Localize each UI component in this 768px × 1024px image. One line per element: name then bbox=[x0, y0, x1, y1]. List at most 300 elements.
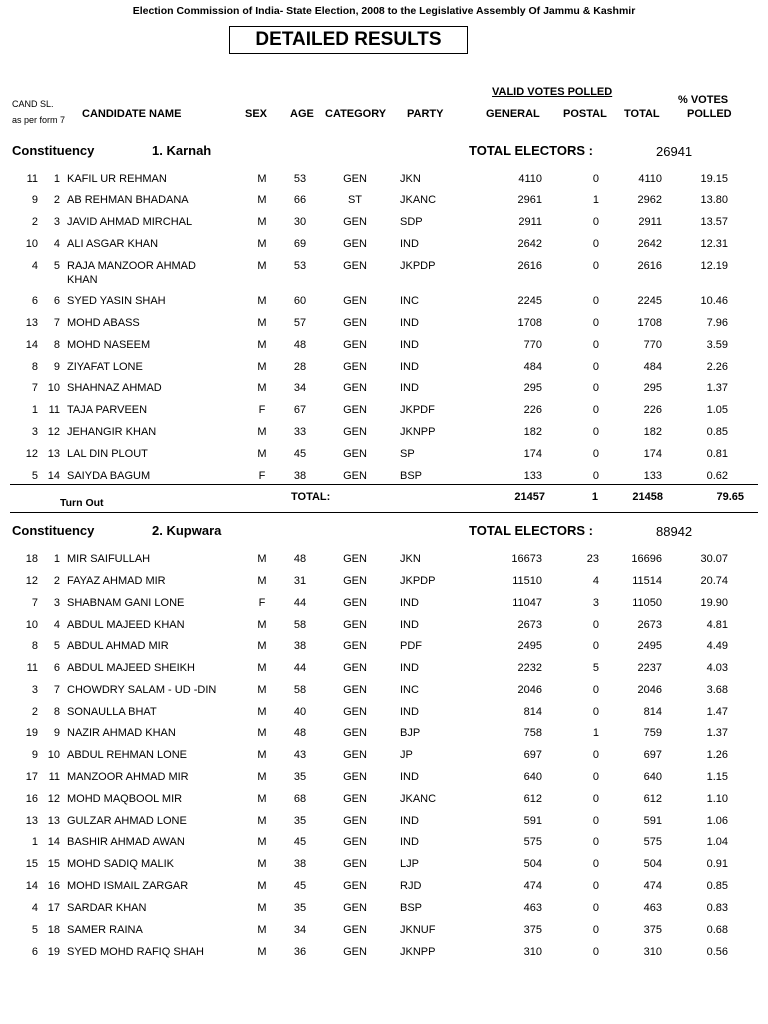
cell-no: 19 bbox=[47, 946, 60, 958]
cell-total: 174 bbox=[643, 448, 662, 460]
cell-age: 44 bbox=[293, 597, 307, 609]
cell-postal: 0 bbox=[592, 448, 599, 460]
cell-age: 68 bbox=[293, 793, 307, 805]
col-form: as per form 7 bbox=[12, 115, 66, 125]
cell-sex: M bbox=[257, 194, 267, 206]
table-row bbox=[0, 260, 768, 286]
cell-party: IND bbox=[400, 597, 419, 609]
cell-total: 2911 bbox=[638, 216, 662, 228]
cell-name: SAIYDA BAGUM bbox=[67, 470, 151, 482]
cell-age: 30 bbox=[293, 216, 307, 228]
cell-category: GEN bbox=[343, 448, 367, 460]
col-sex: SEX bbox=[245, 108, 268, 120]
cell-no: 4 bbox=[53, 238, 60, 250]
cell-total: 2962 bbox=[637, 194, 662, 206]
cell-age: 36 bbox=[293, 946, 307, 958]
cell-category: GEN bbox=[343, 727, 367, 739]
cell-general: 133 bbox=[523, 470, 542, 482]
cell-pct: 0.62 bbox=[706, 470, 728, 482]
cell-party: JP bbox=[400, 749, 413, 761]
cell-sex: M bbox=[257, 426, 267, 438]
cell-sl: 2 bbox=[31, 706, 38, 718]
cell-no: 9 bbox=[53, 727, 60, 739]
cell-category: GEN bbox=[343, 295, 367, 307]
cell-general: 2046 bbox=[517, 684, 542, 696]
cell-pct: 3.59 bbox=[706, 339, 728, 351]
table-row bbox=[0, 640, 768, 656]
cell-sex: M bbox=[257, 339, 267, 351]
cell-postal: 1 bbox=[592, 194, 599, 206]
table-row bbox=[0, 317, 768, 333]
cell-pct: 4.49 bbox=[706, 640, 728, 652]
cell-total: 484 bbox=[643, 361, 662, 373]
cell-name: GULZAR AHMAD LONE bbox=[67, 815, 187, 827]
cell-name: SHABNAM GANI LONE bbox=[67, 597, 185, 609]
cell-sex: M bbox=[257, 260, 267, 272]
cell-total: 640 bbox=[643, 771, 662, 783]
table-row bbox=[0, 924, 768, 940]
table-row bbox=[0, 793, 768, 809]
cell-pct: 13.80 bbox=[700, 194, 728, 206]
cell-name: MOHD ISMAIL ZARGAR bbox=[67, 880, 189, 892]
cell-sl: 15 bbox=[25, 858, 38, 870]
cell-general: 2495 bbox=[517, 640, 542, 652]
cell-party: IND bbox=[400, 836, 419, 848]
cell-pct: 0.85 bbox=[706, 880, 728, 892]
cell-postal: 0 bbox=[592, 382, 599, 394]
constituency-name: 2. Kupwara bbox=[152, 523, 222, 538]
table-row bbox=[0, 771, 768, 787]
cell-general: 2245 bbox=[517, 295, 542, 307]
cell-sex: M bbox=[257, 793, 267, 805]
cell-general: 814 bbox=[523, 706, 542, 718]
cell-age: 45 bbox=[293, 880, 307, 892]
cell-sex: M bbox=[257, 684, 267, 696]
cell-general: 375 bbox=[523, 924, 542, 936]
cell-postal: 0 bbox=[592, 749, 599, 761]
cell-pct: 0.83 bbox=[706, 902, 728, 914]
cell-postal: 5 bbox=[592, 662, 599, 674]
cell-no: 4 bbox=[53, 619, 60, 631]
table-row bbox=[0, 238, 768, 254]
col-category: CATEGORY bbox=[325, 108, 387, 120]
cell-age: 44 bbox=[293, 662, 307, 674]
col-pct-polled: POLLED bbox=[687, 108, 732, 120]
cell-name: CHOWDRY SALAM - UD -DIN bbox=[67, 684, 217, 696]
cell-no: 11 bbox=[48, 404, 60, 416]
cell-sex: M bbox=[257, 173, 267, 185]
cell-postal: 0 bbox=[592, 361, 599, 373]
cell-total: 375 bbox=[643, 924, 662, 936]
cell-party: INC bbox=[400, 684, 419, 696]
cell-category: GEN bbox=[343, 924, 367, 936]
cell-no: 8 bbox=[53, 339, 60, 351]
cell-age: 34 bbox=[293, 924, 307, 936]
cell-category: GEN bbox=[343, 662, 367, 674]
cell-party: JKNPP bbox=[400, 946, 436, 958]
col-cand-sl: CAND SL. bbox=[12, 99, 54, 109]
cell-name: RAJA MANZOOR AHMAD bbox=[67, 260, 196, 272]
cell-category: GEN bbox=[343, 836, 367, 848]
cell-pct: 2.26 bbox=[706, 361, 728, 373]
cell-no: 2 bbox=[53, 194, 60, 206]
cell-sl: 19 bbox=[25, 727, 38, 739]
cell-sl: 6 bbox=[31, 946, 38, 958]
cell-general: 11047 bbox=[512, 597, 542, 609]
cell-category: GEN bbox=[343, 597, 367, 609]
table-row bbox=[0, 749, 768, 765]
cell-sl: 7 bbox=[31, 382, 38, 394]
cell-postal: 3 bbox=[592, 597, 599, 609]
table-row bbox=[0, 575, 768, 591]
cell-name: MOHD MAQBOOL MIR bbox=[67, 793, 183, 805]
table-row bbox=[0, 553, 768, 569]
table-row bbox=[0, 902, 768, 918]
cell-sl: 8 bbox=[31, 361, 38, 373]
cell-age: 67 bbox=[293, 404, 307, 416]
cell-postal: 0 bbox=[592, 426, 599, 438]
cell-age: 53 bbox=[293, 173, 307, 185]
cell-sex: M bbox=[257, 924, 267, 936]
cell-name: ABDUL REHMAN LONE bbox=[67, 749, 188, 761]
col-general: GENERAL bbox=[486, 108, 540, 120]
cell-postal: 0 bbox=[592, 858, 599, 870]
cell-general: 640 bbox=[523, 771, 542, 783]
cell-general: 16673 bbox=[511, 553, 542, 565]
cell-name: ABDUL AHMAD MIR bbox=[67, 640, 169, 652]
cell-party: IND bbox=[400, 771, 419, 783]
cell-no: 12 bbox=[47, 793, 60, 805]
table-row bbox=[0, 361, 768, 377]
cell-pct: 1.05 bbox=[706, 404, 728, 416]
cell-sl: 14 bbox=[25, 880, 38, 892]
cell-pct: 19.90 bbox=[700, 597, 728, 609]
totals-general: 21457 bbox=[514, 491, 545, 503]
cell-sex: F bbox=[258, 470, 266, 482]
cell-total: 814 bbox=[643, 706, 662, 718]
cell-pct: 1.04 bbox=[706, 836, 728, 848]
constituency-name: 1. Karnah bbox=[152, 143, 212, 158]
cell-age: 45 bbox=[293, 448, 307, 460]
cell-category: GEN bbox=[343, 619, 367, 631]
cell-pct: 0.91 bbox=[706, 858, 728, 870]
cell-age: 48 bbox=[293, 553, 307, 565]
cell-sex: M bbox=[257, 361, 267, 373]
cell-general: 474 bbox=[523, 880, 542, 892]
totals-total: 21458 bbox=[632, 491, 663, 503]
cell-postal: 0 bbox=[592, 404, 599, 416]
cell-total: 2495 bbox=[637, 640, 662, 652]
cell-postal: 0 bbox=[592, 880, 599, 892]
cell-postal: 0 bbox=[592, 295, 599, 307]
cell-no: 14 bbox=[47, 836, 60, 848]
cell-total: 770 bbox=[643, 339, 662, 351]
col-valid-votes: VALID VOTES POLLED bbox=[492, 86, 613, 98]
cell-age: 48 bbox=[293, 339, 307, 351]
cell-pct: 4.81 bbox=[706, 619, 728, 631]
cell-age: 58 bbox=[293, 619, 307, 631]
cell-pct: 12.31 bbox=[700, 238, 728, 250]
cell-pct: 13.57 bbox=[700, 216, 728, 228]
cell-no: 7 bbox=[53, 684, 60, 696]
cell-sex: M bbox=[257, 815, 267, 827]
cell-sl: 9 bbox=[31, 749, 38, 761]
cell-postal: 0 bbox=[592, 339, 599, 351]
cell-sex: M bbox=[257, 880, 267, 892]
cell-name: KAFIL UR REHMAN bbox=[67, 173, 167, 185]
cell-sl: 10 bbox=[25, 238, 38, 250]
cell-pct: 30.07 bbox=[700, 553, 728, 565]
cell-total: 4110 bbox=[638, 173, 662, 185]
cell-postal: 0 bbox=[592, 706, 599, 718]
cell-name: JAVID AHMAD MIRCHAL bbox=[67, 216, 193, 228]
cell-pct: 19.15 bbox=[700, 173, 728, 185]
cell-sl: 1 bbox=[31, 836, 38, 848]
cell-category: GEN bbox=[343, 470, 367, 482]
cell-age: 33 bbox=[293, 426, 307, 438]
cell-no: 3 bbox=[53, 216, 60, 228]
cell-party: JKANC bbox=[400, 194, 437, 206]
cell-sex: M bbox=[257, 749, 267, 761]
cell-sex: M bbox=[257, 575, 267, 587]
cell-name: SAMER RAINA bbox=[67, 924, 143, 936]
cell-category: GEN bbox=[343, 640, 367, 652]
cell-age: 34 bbox=[293, 382, 307, 394]
cell-total: 295 bbox=[643, 382, 662, 394]
cell-postal: 0 bbox=[592, 793, 599, 805]
cell-party: IND bbox=[400, 339, 419, 351]
cell-party: JKN bbox=[400, 553, 421, 565]
cell-name: SHAHNAZ AHMAD bbox=[67, 382, 162, 394]
cell-party: LJP bbox=[400, 858, 419, 870]
cell-sl: 10 bbox=[25, 619, 38, 631]
cell-pct: 1.26 bbox=[706, 749, 728, 761]
cell-pct: 20.74 bbox=[700, 575, 728, 587]
cell-general: 2232 bbox=[517, 662, 542, 674]
col-age: AGE bbox=[290, 108, 314, 120]
cell-postal: 0 bbox=[592, 640, 599, 652]
cell-category: ST bbox=[347, 194, 363, 206]
cell-name: MANZOOR AHMAD MIR bbox=[67, 771, 189, 783]
cell-postal: 0 bbox=[592, 173, 599, 185]
cell-sl: 18 bbox=[25, 553, 38, 565]
cell-category: GEN bbox=[343, 684, 367, 696]
cell-age: 60 bbox=[293, 295, 307, 307]
cell-sex: M bbox=[257, 771, 267, 783]
cell-name: ABDUL MAJEED SHEIKH bbox=[67, 662, 195, 674]
cell-age: 69 bbox=[293, 238, 307, 250]
cell-total: 591 bbox=[643, 815, 662, 827]
cell-postal: 0 bbox=[592, 684, 599, 696]
cell-party: JKPDP bbox=[400, 575, 436, 587]
totals-pct: 79.65 bbox=[716, 491, 744, 503]
cell-no: 8 bbox=[53, 706, 60, 718]
cell-general: 1708 bbox=[517, 317, 542, 329]
cell-party: JKPDF bbox=[400, 404, 435, 416]
cell-general: 463 bbox=[523, 902, 542, 914]
cell-name: TAJA PARVEEN bbox=[67, 404, 148, 416]
cell-total: 2642 bbox=[637, 238, 662, 250]
cell-category: GEN bbox=[343, 815, 367, 827]
table-row bbox=[0, 880, 768, 896]
cell-party: IND bbox=[400, 662, 419, 674]
cell-pct: 1.47 bbox=[706, 706, 728, 718]
total-electors-label: TOTAL ELECTORS : bbox=[469, 143, 593, 158]
cell-age: 28 bbox=[293, 361, 307, 373]
cell-postal: 0 bbox=[592, 619, 599, 631]
cell-general: 11510 bbox=[512, 575, 542, 587]
cell-sex: F bbox=[258, 404, 266, 416]
constituency-label: Constituency bbox=[12, 143, 95, 158]
cell-sl: 8 bbox=[31, 640, 38, 652]
cell-party: BSP bbox=[400, 902, 423, 914]
cell-pct: 0.81 bbox=[706, 448, 728, 460]
cell-pct: 1.15 bbox=[706, 771, 728, 783]
cell-category: GEN bbox=[343, 706, 367, 718]
table-row bbox=[0, 836, 768, 852]
cell-pct: 3.68 bbox=[706, 684, 728, 696]
table-row bbox=[0, 619, 768, 635]
cell-postal: 0 bbox=[592, 924, 599, 936]
totals-top-rule bbox=[10, 484, 758, 485]
cell-name: ALI ASGAR KHAN bbox=[67, 238, 159, 250]
cell-party: IND bbox=[400, 619, 419, 631]
total-electors-label: TOTAL ELECTORS : bbox=[469, 523, 593, 538]
cell-sex: M bbox=[257, 858, 267, 870]
table-row bbox=[0, 597, 768, 613]
cell-party: BJP bbox=[400, 727, 421, 739]
cell-party: JKPDP bbox=[400, 260, 436, 272]
cell-sex: M bbox=[257, 238, 267, 250]
cell-party: PDF bbox=[400, 640, 422, 652]
cell-postal: 0 bbox=[592, 317, 599, 329]
table-row bbox=[0, 448, 768, 464]
cell-general: 770 bbox=[523, 339, 542, 351]
total-electors-value: 88942 bbox=[656, 524, 693, 539]
cell-general: 2616 bbox=[517, 260, 542, 272]
cell-postal: 0 bbox=[592, 260, 599, 272]
cell-sl: 1 bbox=[31, 404, 38, 416]
cell-age: 57 bbox=[293, 317, 307, 329]
cell-total: 11514 bbox=[632, 575, 662, 587]
cell-party: JKNPP bbox=[400, 426, 436, 438]
cell-postal: 0 bbox=[592, 902, 599, 914]
cell-no: 9 bbox=[53, 361, 60, 373]
cell-category: GEN bbox=[343, 553, 367, 565]
table-row bbox=[0, 727, 768, 743]
cell-sex: M bbox=[257, 902, 267, 914]
cell-name: ZIYAFAT LONE bbox=[67, 361, 143, 373]
cell-party: IND bbox=[400, 317, 419, 329]
cell-general: 697 bbox=[523, 749, 542, 761]
cell-category: GEN bbox=[343, 880, 367, 892]
cell-sl: 9 bbox=[31, 194, 38, 206]
cell-no: 18 bbox=[47, 924, 60, 936]
cell-category: GEN bbox=[343, 404, 367, 416]
cell-total: 16696 bbox=[631, 553, 662, 565]
cell-no: 13 bbox=[47, 815, 60, 827]
table-row bbox=[0, 946, 768, 962]
cell-category: GEN bbox=[343, 575, 367, 587]
cell-no: 5 bbox=[53, 260, 60, 272]
col-candidate-name: CANDIDATE NAME bbox=[82, 108, 182, 120]
cell-name: LAL DIN PLOUT bbox=[67, 448, 148, 460]
cell-party: IND bbox=[400, 382, 419, 394]
cell-total: 2673 bbox=[637, 619, 662, 631]
cell-name: AB REHMAN BHADANA bbox=[67, 194, 189, 206]
cell-name: BASHIR AHMAD AWAN bbox=[67, 836, 185, 848]
col-party: PARTY bbox=[407, 108, 444, 120]
cell-sex: M bbox=[257, 836, 267, 848]
cell-party: RJD bbox=[400, 880, 422, 892]
cell-sex: M bbox=[257, 317, 267, 329]
cell-total: 463 bbox=[643, 902, 662, 914]
cell-sl: 4 bbox=[31, 902, 38, 914]
cell-postal: 0 bbox=[592, 216, 599, 228]
cell-category: GEN bbox=[343, 426, 367, 438]
cell-pct: 1.37 bbox=[706, 382, 728, 394]
cell-party: IND bbox=[400, 706, 419, 718]
cell-category: GEN bbox=[343, 173, 367, 185]
cell-total: 2245 bbox=[637, 295, 662, 307]
cell-category: GEN bbox=[343, 317, 367, 329]
cell-pct: 1.37 bbox=[706, 727, 728, 739]
cell-sex: M bbox=[257, 640, 267, 652]
cell-general: 2911 bbox=[518, 216, 542, 228]
cell-category: GEN bbox=[343, 260, 367, 272]
cell-no: 6 bbox=[53, 662, 60, 674]
cell-sex: M bbox=[257, 946, 267, 958]
cell-no: 10 bbox=[47, 382, 60, 394]
table-row bbox=[0, 194, 768, 210]
cell-total: 612 bbox=[643, 793, 662, 805]
col-postal: POSTAL bbox=[563, 108, 607, 120]
cell-sex: M bbox=[257, 382, 267, 394]
cell-sl: 5 bbox=[31, 470, 38, 482]
cell-party: INC bbox=[400, 295, 419, 307]
cell-general: 4110 bbox=[518, 173, 542, 185]
table-row bbox=[0, 295, 768, 311]
cell-sl: 12 bbox=[25, 448, 38, 460]
cell-pct: 10.46 bbox=[700, 295, 728, 307]
cell-sl: 5 bbox=[31, 924, 38, 936]
cell-general: 504 bbox=[523, 858, 542, 870]
table-row bbox=[0, 684, 768, 700]
cell-category: GEN bbox=[343, 339, 367, 351]
cell-no: 1 bbox=[53, 173, 60, 185]
cell-party: JKANC bbox=[400, 793, 437, 805]
constituency-label: Constituency bbox=[12, 523, 95, 538]
cell-sl: 3 bbox=[31, 426, 38, 438]
cell-postal: 4 bbox=[592, 575, 599, 587]
cell-name: ABDUL MAJEED KHAN bbox=[67, 619, 185, 631]
cell-name: SYED YASIN SHAH bbox=[67, 295, 166, 307]
cell-sex: M bbox=[257, 216, 267, 228]
cell-party: IND bbox=[400, 815, 419, 827]
cell-no: 7 bbox=[53, 317, 60, 329]
cell-name: FAYAZ AHMAD MIR bbox=[67, 575, 166, 587]
cell-general: 182 bbox=[523, 426, 542, 438]
cell-general: 758 bbox=[523, 727, 542, 739]
cell-name: SYED MOHD RAFIQ SHAH bbox=[67, 946, 204, 958]
cell-pct: 0.68 bbox=[706, 924, 728, 936]
cell-general: 310 bbox=[523, 946, 542, 958]
cell-age: 53 bbox=[293, 260, 307, 272]
table-row bbox=[0, 339, 768, 355]
cell-sl: 12 bbox=[25, 575, 38, 587]
cell-age: 38 bbox=[293, 640, 307, 652]
cell-general: 2642 bbox=[517, 238, 542, 250]
